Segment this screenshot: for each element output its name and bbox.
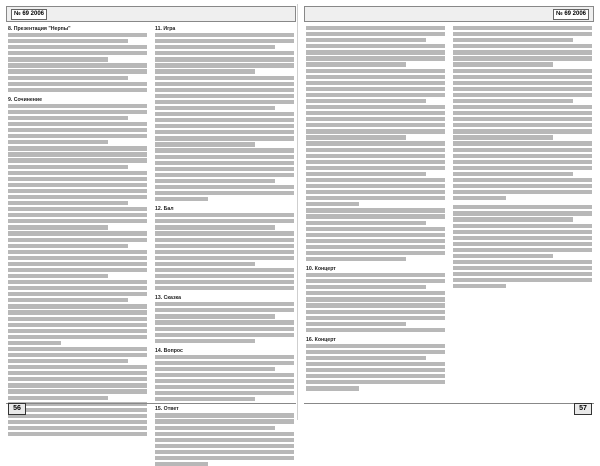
right-column-1: [306, 26, 445, 398]
heading-16: 16. Концерт: [306, 336, 336, 343]
right-page-footer: [304, 403, 594, 416]
left-column-1: [8, 26, 147, 398]
heading-10: 10. Концерт: [306, 266, 336, 273]
left-page-header: [6, 6, 296, 22]
right-page: [304, 6, 594, 420]
left-column-2: [155, 26, 294, 413]
heading-8: 8. Презентация "Нерпы": [8, 26, 71, 32]
heading-14: 14. Вопрос: [155, 347, 183, 354]
issue-badge-right: № 69 2006: [553, 9, 589, 20]
page-number-right: 57: [574, 403, 592, 415]
spread-gutter: [297, 4, 298, 420]
right-page-body: [306, 26, 592, 398]
heading-13: 13. Сказка: [155, 295, 182, 302]
right-page-header: [304, 6, 594, 22]
left-page: [6, 6, 296, 420]
right-column-2: [453, 26, 592, 398]
heading-12: 12. Бал: [155, 206, 174, 213]
left-page-footer: [6, 403, 296, 416]
page-number-left: 56: [8, 403, 26, 415]
heading-11: 11. Игра: [155, 26, 176, 32]
issue-badge-left: № 69 2006: [11, 9, 47, 20]
heading-9: 9. Сочинение: [8, 96, 42, 103]
heading-15: 15. Ответ: [155, 406, 179, 413]
